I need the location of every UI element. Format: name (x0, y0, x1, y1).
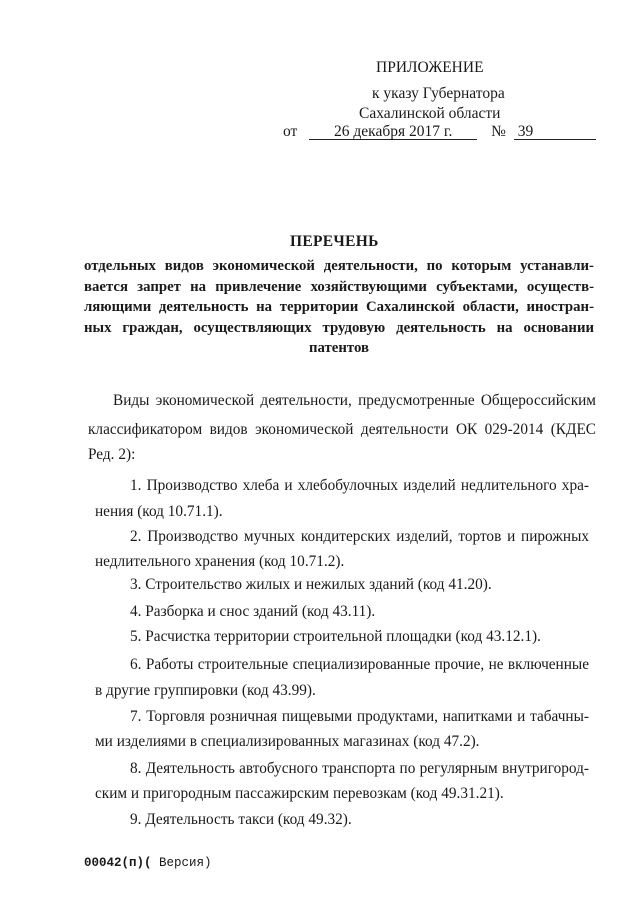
footer-code-number: 00042(п)( (84, 856, 152, 870)
list-item: 5. Расчистка территории строительной площадки (код 43.12.1). (130, 628, 541, 645)
list-item: 3. Строительство жилых и нежилых зданий (код 41.20). (130, 576, 492, 593)
intro-line: Ред. 2): (88, 446, 136, 463)
appendix-title: ПРИЛОЖЕНИЕ (376, 59, 484, 76)
document-title: ПЕРЕЧЕНЬ (290, 233, 379, 250)
decree-number: 39 (514, 124, 596, 140)
appendix-line-region: Сахалинской области (359, 105, 501, 122)
subtitle-line: патентов (309, 340, 369, 356)
list-item: 6. Работы строительные специализированные прочие, не включенные (130, 656, 589, 673)
list-item: ским и пригородным пассажирским перевозкам (код 49.31.21). (95, 785, 504, 802)
decree-date: 26 декабря 2017 г. (309, 124, 477, 140)
document-subtitle (84, 256, 594, 359)
number-label: № (491, 123, 506, 140)
subtitle-line: ных граждан, осуществляющих трудовую деятельность на основании (84, 319, 594, 336)
list-item: 9. Деятельность такси (код 49.32). (130, 811, 352, 828)
list-item: 7. Торговля розничная пищевыми продуктами, напитками и табачны- (130, 708, 589, 725)
subtitle-line: отдельных видов экономической деятельности, по которым устанавли- (84, 258, 594, 274)
footer-code (84, 856, 212, 870)
appendix-line-decree: к указу Губернатора (372, 85, 505, 102)
list-item: 2. Производство мучных кондитерских изделий, тортов и пирожных (130, 528, 589, 545)
intro-line: Виды экономической деятельности, предусмотренные Общероссийским (113, 392, 596, 409)
list-item: ми изделиями в специализированных магазинах (код 47.2). (95, 733, 480, 750)
from-label: от (283, 123, 298, 140)
subtitle-line: ляющими деятельность на территории Сахалинской области, иностран- (84, 299, 594, 315)
list-item: нения (код 10.71.1). (95, 503, 223, 520)
list-item: 8. Деятельность автобусного транспорта по регулярным внутригород- (130, 760, 589, 777)
list-item: недлительного хранения (код 10.71.2). (95, 553, 345, 570)
list-item: 4. Разборка и снос зданий (код 43.11). (130, 603, 376, 620)
footer-version: Версия) (151, 856, 212, 870)
intro-line: классификатором видов экономической деятельности ОК 029-2014 (КДЕС (88, 421, 596, 438)
list-item: в другие группировки (код 43.99). (95, 682, 316, 699)
list-item: 1. Производство хлеба и хлебобулочных изделий недлительного хра- (130, 477, 589, 494)
subtitle-line: вается запрет на привлечение хозяйствующими субъектами, осуществ- (84, 278, 594, 295)
date-line (283, 123, 596, 141)
